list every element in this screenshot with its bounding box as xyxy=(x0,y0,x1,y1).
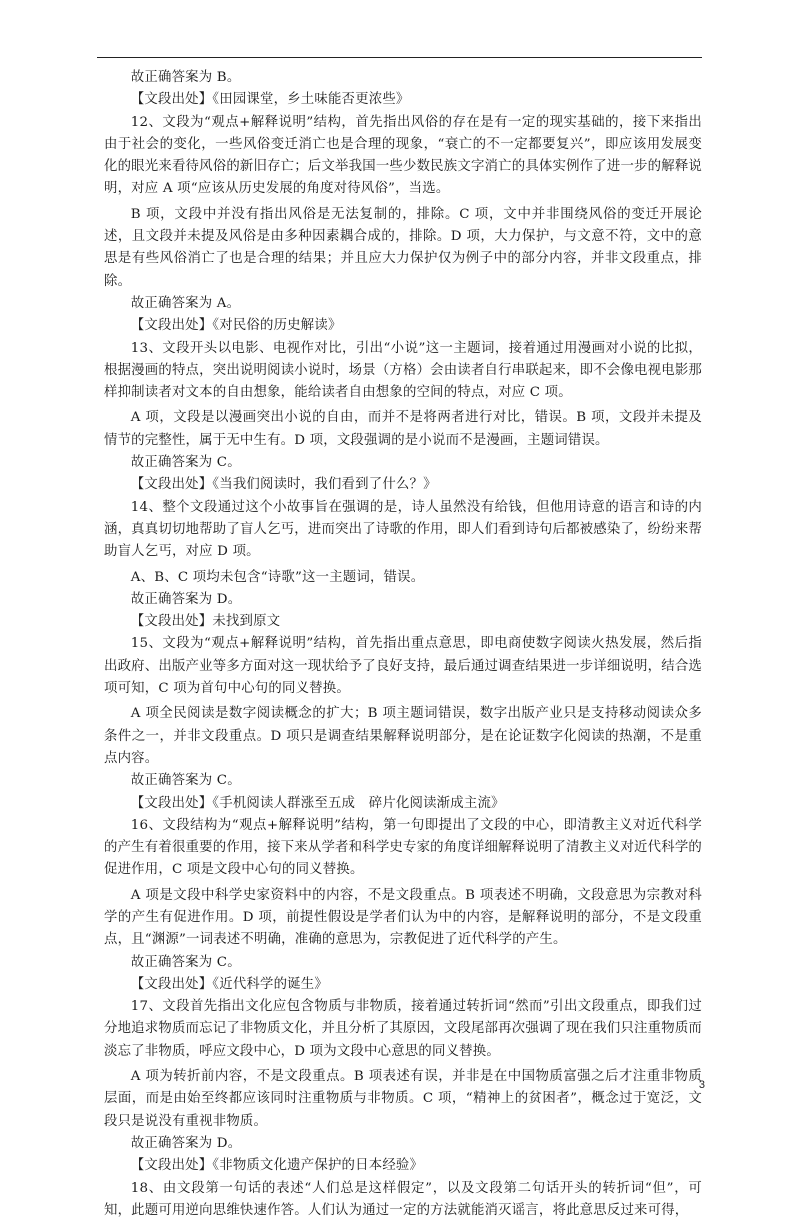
paragraph: A 项是文段中科学史家资料中的内容，不是文段重点。B 项表述不明确，文段意思为宗教对科学的产生有促进作用。D 项，前提性假设是学者们认为中的内容，是解释说明的部分，不是文段重点，且“渊源”一词表述不明确，准确的意思为，宗教促进了近代科学的产生。 xyxy=(104,887,702,948)
paragraph: 故正确答案为 B。 xyxy=(130,70,241,85)
paragraph: 故正确答案为 C。 xyxy=(130,455,241,471)
page-body xyxy=(104,67,702,1222)
paragraph: 14、整个文段通过这个小故事旨在强调的是，诗人虽然没有给钱，但他用诗意的语言和诗的内涵，真真切切地帮助了盲人乞丐，进而突出了诗歌的作用，即人们看到诗句后都被感染了，纷纷来帮助盲人乞丐，对应 D 项。 xyxy=(104,499,702,560)
paragraph: 13、文段开头以电影、电视作对比，引出“小说”这一主题词，接着通过用漫画对小说的比拟，根据漫画的特点，突出说明阅读小说时，场景（方格）会由读者自行串联起来，即不会像电视电影那样抑制读者对文本的自由想象，能给读者自由想象的空间的特点，对应 C 项。 xyxy=(104,340,702,401)
paragraph: 故正确答案为 A。 xyxy=(130,295,241,311)
paragraph: 【文段出处】未找到原文 xyxy=(130,614,281,630)
page-number: 3 xyxy=(698,1079,705,1091)
paragraph: A、B、C 项均未包含“诗歌”这一主题词，错误。 xyxy=(130,569,425,585)
paragraph: 12、文段为“观点+解释说明”结构，首先指出风俗的存在是有一定的现实基础的，接下来指出由于社会的变化，一些风俗变迁消亡也是合理的现象，“衰亡的不一定都要复兴”，即应该用发展变化的眼光来看待风俗的新旧存亡；后文举我国一些少数民族文字消亡的具体实例作了进一步的解释说明，对应 A 项“应该从历史发展的角度对待风俗”，当选。 xyxy=(104,114,702,197)
paragraph: 【文段出处】《近代科学的诞生》 xyxy=(130,976,328,992)
paragraph: 【文段出处】《对民俗的历史解读》 xyxy=(130,318,342,334)
paragraph: 【文段出处】《手机阅读人群涨至五成 碎片化阅读渐成主流》 xyxy=(130,795,505,811)
paragraph: 【文段出处】《非物质文化遗产保护的日本经验》 xyxy=(130,1158,424,1174)
paragraph: A 项全民阅读是数字阅读概念的扩大；B 项主题词错误，数字出版产业只是支持移动阅读众多条件之一，并非文段重点。D 项只是调查结果解释说明部分，是在论证数字化阅读的热潮，不是重点内容。 xyxy=(104,706,702,766)
paragraph: 15、文段为“观点+解释说明”结构，首先指出重点意思，即电商使数字阅读火热发展，然后指出政府、出版产业等多方面对这一现状给予了良好支持，最后通过调查结果进一步详细说明，结合选项可知，C 项为首句中心句的同义替换。 xyxy=(104,636,702,697)
paragraph: 故正确答案为 D。 xyxy=(130,1135,242,1151)
paragraph: 【文段出处】《田园课堂，乡土味能否更浓些》 xyxy=(130,92,410,108)
header-rule xyxy=(97,57,702,58)
paragraph: 18、由文段第一句话的表述“人们总是这样假定”，以及文段第二句话开头的转折词“但”，可知，此题可用逆向思维快速作答。人们认为通过一定的方法就能消灭谣言，将此意思反过来可得， xyxy=(104,1180,702,1218)
paragraph: A 项，文段是以漫画突出小说的自由，而并不是将两者进行对比，错误。B 项，文段并未提及情节的完整性，属于无中生有。D 项，文段强调的是小说而不是漫画，主题词错误。 xyxy=(104,410,702,448)
paragraph: 故正确答案为 C。 xyxy=(130,773,241,789)
paragraph: A 项为转折前内容，不是文段重点。B 项表述有误，并非是在中国物质富强之后才注重非物质层面，而是由始至终都应该同时注重物质与非物质。C 项，“精神上的贫困者”，概念过于宽泛，文段只是说没有重视非物质。 xyxy=(104,1069,702,1129)
paragraph: 16、文段结构为“观点+解释说明”结构，第一句即提出了文段的中心，即清教主义对近代科学的产生有着很重要的作用，接下来从学者和科学史专家的角度详细解释说明了清教主义对近代科学的促进作用，C 项是文段中心句的同义替换。 xyxy=(104,817,702,878)
paragraph: 17、文段首先指出文化应包含物质与非物质，接着通过转折词“然而”引出文段重点，即我们过分地追求物质而忘记了非物质文化，并且分析了其原因，文段尾部再次强调了现在我们只注重物质而淡忘了非物质，呼应文段中心，D 项为文段中心意思的同义替换。 xyxy=(104,999,702,1059)
paragraph: B 项，文段中并没有指出风俗是无法复制的，排除。C 项，文中并非围绕风俗的变迁开展论述，且文段并未提及风俗是由多种因素耦合成的，排除。D 项，大力保护，与文意不符，文中的意思是有些风俗消亡了也是合理的结果；并且应大力保护仅为例子中的部分内容，并非文段重点，排除。 xyxy=(104,206,702,289)
paragraph: 【文段出处】《当我们阅读时，我们看到了什么？》 xyxy=(130,477,437,493)
paragraph: 故正确答案为 C。 xyxy=(130,954,241,970)
paragraph: 故正确答案为 D。 xyxy=(130,591,242,607)
